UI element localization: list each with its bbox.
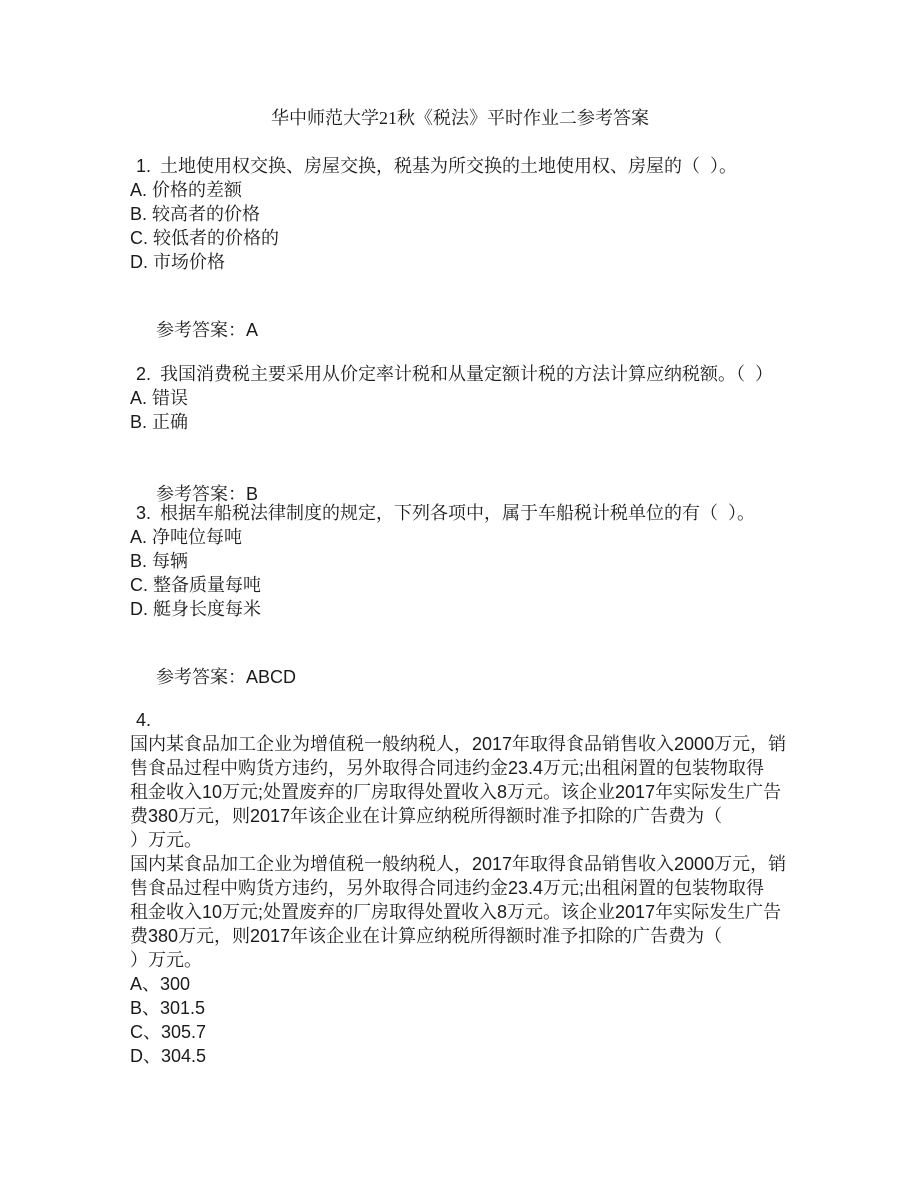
question-4-option-c: C、305.7 xyxy=(130,1022,207,1042)
question-1-option-d: D. 市场价格 xyxy=(130,252,226,272)
question-1-stem: 土地使用权交换、房屋交换，税基为所交换的土地使用权、房屋的（ ）。 xyxy=(160,156,738,176)
answer-label: 参考答案： xyxy=(156,667,247,687)
question-1 xyxy=(130,154,737,274)
question-2-number: 2. xyxy=(136,364,152,384)
question-4-paragraph1-line5: ）万元。 xyxy=(130,830,202,850)
question-4-paragraph2-line5: ）万元。 xyxy=(130,950,202,970)
question-1-option-a: A. 价格的差额 xyxy=(130,180,243,200)
question-3-number: 3. xyxy=(136,503,152,523)
question-4-paragraph1-line2: 售食品过程中购货方违约，另外取得合同违约金23.4万元;出租闲置的包装物取得 xyxy=(130,758,765,778)
question-3-stem: 根据车船税法律制度的规定，下列各项中，属于车船税计税单位的有（ ）。 xyxy=(160,503,756,523)
question-4-option-a: A、300 xyxy=(130,974,191,994)
question-4-number: 4. xyxy=(136,710,152,730)
question-1-number: 1. xyxy=(136,156,152,176)
question-3-answer-line xyxy=(136,641,296,713)
question-2-option-a: A. 错误 xyxy=(130,388,189,408)
question-2-stem: 我国消费税主要采用从价定率计税和从量定额计税的方法计算应纳税额。（ ） xyxy=(160,364,774,384)
answer-label: 参考答案： xyxy=(156,320,247,340)
question-2-answer-value: B xyxy=(246,484,259,504)
question-3-stem-line xyxy=(130,501,755,525)
question-1-answer-value: A xyxy=(246,320,259,340)
question-4-paragraph2-line1: 国内某食品加工企业为增值税一般纳税人，2017年取得食品销售收入2000万元，销 xyxy=(130,854,787,874)
question-2 xyxy=(130,362,773,434)
question-3-option-b: B. 每辆 xyxy=(130,551,189,571)
question-3-answer-value: ABCD xyxy=(246,667,297,687)
question-1-option-b: B. 较高者的价格 xyxy=(130,204,261,224)
answer-label: 参考答案： xyxy=(156,484,247,504)
question-4-option-b: B、301.5 xyxy=(130,998,206,1018)
question-4-paragraph2-line3: 租金收入10万元;处置废弃的厂房取得处置收入8万元。该企业2017年实际发生广告 xyxy=(130,902,782,922)
question-4-paragraph1-line3: 租金收入10万元;处置废弃的厂房取得处置收入8万元。该企业2017年实际发生广告 xyxy=(130,782,782,802)
question-3-option-d: D. 艇身长度每米 xyxy=(130,599,262,619)
question-4-number-line xyxy=(130,708,786,732)
question-1-option-c: C. 较低者的价格的 xyxy=(130,228,280,248)
question-3-option-c: C. 整备质量每吨 xyxy=(130,575,262,595)
question-3-option-a: A. 净吨位每吨 xyxy=(130,527,243,547)
question-4-paragraph1-line1: 国内某食品加工企业为增值税一般纳税人，2017年取得食品销售收入2000万元，销 xyxy=(130,734,787,754)
question-4 xyxy=(130,708,786,1068)
document-title: 华中师范大学21秋《税法》平时作业二参考答案 xyxy=(271,108,649,128)
question-4-paragraph1-line4: 费380万元，则2017年该企业在计算应纳税所得额时准予扣除的广告费为（ xyxy=(130,806,723,826)
question-1-answer-line xyxy=(136,294,258,366)
question-2-option-b: B. 正确 xyxy=(130,412,189,432)
question-4-paragraph2-line4: 费380万元，则2017年该企业在计算应纳税所得额时准予扣除的广告费为（ xyxy=(130,926,723,946)
question-4-option-d: D、304.5 xyxy=(130,1046,207,1066)
question-2-stem-line xyxy=(130,362,773,386)
question-1-stem-line xyxy=(130,154,737,178)
question-4-paragraph2-line2: 售食品过程中购货方违约，另外取得合同违约金23.4万元;出租闲置的包装物取得 xyxy=(130,878,765,898)
question-3 xyxy=(130,501,755,621)
